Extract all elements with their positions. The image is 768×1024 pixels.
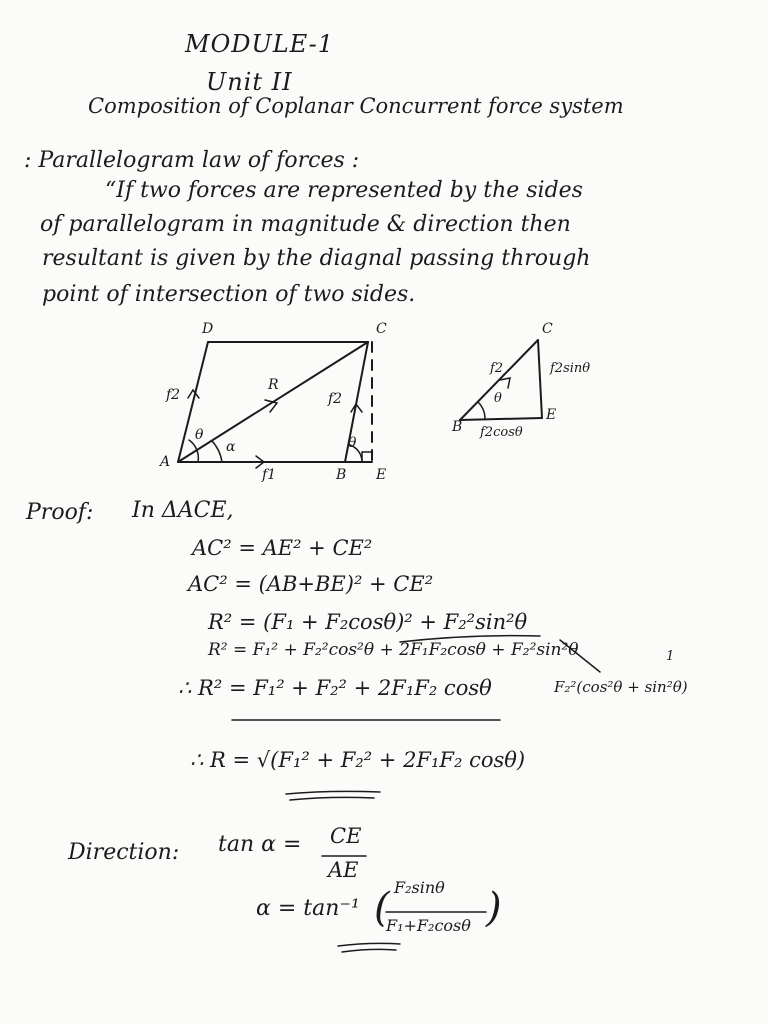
label-alpha: α	[226, 439, 236, 455]
point-E: E	[376, 467, 387, 483]
double-underline-alpha-1	[338, 943, 400, 946]
tri-label-theta: θ	[494, 391, 502, 406]
tri-label-f2cos: f2cosθ	[480, 425, 523, 440]
double-underline-R-1	[286, 791, 380, 794]
proof-label: Proof:	[26, 500, 94, 525]
tri-label-f2: f2	[490, 361, 504, 376]
underline-proof-line-3	[400, 636, 540, 642]
proof-side-note: F₂²(cos²θ + sin²θ)	[554, 678, 688, 696]
unit-title: Unit II	[206, 68, 293, 96]
point-C: C	[376, 321, 387, 337]
proof-line-5: ∴ R² = F₁² + F₂² + 2F₁F₂ cosθ	[178, 676, 492, 700]
proof-line-2: AC² = (AB+BE)² + CE²	[188, 572, 434, 596]
quote-line-4: point of intersection of two sides.	[42, 282, 416, 307]
tri-point-B: B	[452, 419, 463, 435]
direction-paren-close: )	[486, 885, 502, 931]
label-theta-A: θ	[195, 427, 204, 443]
module-title: MODULE-1	[185, 30, 334, 58]
direction-tan-den: AE	[328, 858, 359, 882]
quote-line-1: “If two forces are represented by the sides	[105, 178, 583, 203]
direction-alpha-den: F₁+F₂cosθ	[386, 916, 471, 935]
direction-tan-num: CE	[330, 824, 362, 848]
proof-line-6: ∴ R = √(F₁² + F₂² + 2F₁F₂ cosθ)	[190, 748, 526, 772]
section-heading-text: Parallelogram law of forces :	[38, 148, 360, 173]
proof-intro: In ΔACE,	[132, 498, 234, 523]
point-A: A	[160, 454, 171, 470]
tri-point-C: C	[542, 321, 553, 337]
double-underline-R-2	[290, 797, 374, 800]
quote-line-2: of parallelogram in magnitude & direction then	[40, 212, 571, 237]
tri-point-E: E	[546, 407, 557, 423]
label-f2-left: f2	[166, 387, 181, 403]
proof-side-note-one: 1	[666, 649, 675, 664]
topic-heading: Composition of Coplanar Concurrent force system	[88, 94, 624, 118]
proof-line-3: R² = (F₁ + F₂cosθ)² + F₂²sin²θ	[208, 610, 528, 634]
bullet-mark: :	[24, 148, 39, 173]
label-R: R	[268, 377, 279, 393]
strike-cos-term	[560, 640, 600, 672]
direction-paren-open: (	[374, 885, 390, 931]
label-f2-right: f2	[328, 391, 343, 407]
point-D: D	[202, 321, 214, 337]
quote-line-3: resultant is given by the diagnal passing through	[42, 246, 591, 271]
proof-line-4: R² = F₁² + F₂²cos²θ + 2F₁F₂cosθ + F₂²sin²θ	[208, 640, 579, 660]
double-underline-alpha-2	[342, 949, 396, 952]
tri-label-f2sin: f2sinθ	[550, 361, 591, 376]
proof-line-1: AC² = AE² + CE²	[192, 536, 373, 560]
label-f1: f1	[262, 467, 277, 483]
direction-label: Direction:	[68, 840, 180, 865]
label-theta-B: θ	[348, 435, 357, 451]
direction-alpha-lhs: α = tan⁻¹	[256, 896, 360, 921]
point-B: B	[336, 467, 347, 483]
direction-alpha-num: F₂sinθ	[394, 878, 445, 897]
direction-tan-lhs: tan α =	[218, 832, 302, 857]
